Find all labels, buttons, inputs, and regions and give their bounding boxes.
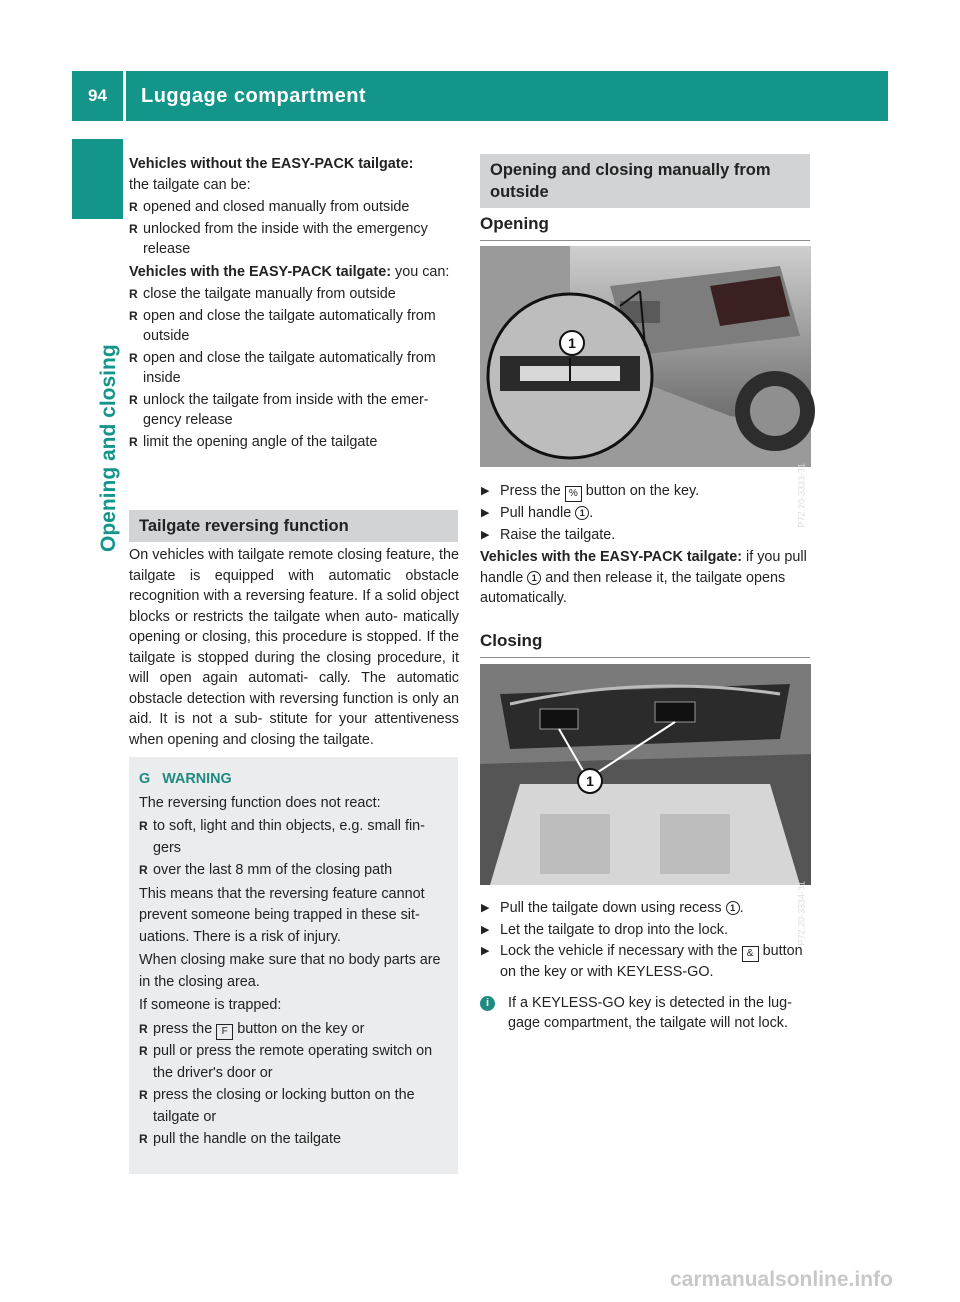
with-heading: Vehicles with the EASY-PACK tailgate: (129, 263, 392, 280)
easy-text: and then release it, the tailgate opens automatically. (480, 569, 786, 606)
list-item: R open and close the tailgate automatically from inside (129, 348, 459, 389)
list-item: R unlocked from the inside with the emergency release (129, 219, 459, 260)
warning-title: WARNING (162, 771, 232, 787)
callout-1-icon: 1 (575, 506, 589, 520)
step-text: Pull the tailgate down using recess (500, 900, 722, 916)
list-item: R over the last 8 mm of the closing path (139, 860, 448, 882)
with-list (129, 284, 459, 452)
step-text: Lock the vehicle if necessary with the (500, 943, 738, 959)
step (480, 481, 812, 502)
opening-heading: Opening (480, 214, 810, 241)
step-text: Press the (500, 483, 561, 499)
without-list (129, 197, 459, 260)
photo1-code: P72.20-3333-31 (797, 463, 807, 528)
left-column (129, 154, 459, 454)
lock-key-icon: & (742, 946, 759, 962)
list-item: R limit the opening angle of the tailgate (129, 432, 459, 453)
unlock-key-icon: % (565, 486, 582, 502)
warning-p2: When closing make sure that no body parts are in the closing area. (139, 952, 441, 990)
step-text: button on the key or with KEYLESS-GO. (500, 943, 803, 980)
page-title: Luggage compartment (141, 84, 367, 107)
header-divider (123, 71, 126, 121)
right-section-title: Opening and closing manually from outside (480, 154, 810, 208)
side-tab-label: Opening and closing (97, 344, 120, 552)
callout-1-label: 1 (586, 773, 594, 789)
info-note (480, 993, 812, 1034)
list-item: R opened and closed manually from outside (129, 197, 459, 218)
list-item: R close the tailgate manually from outside (129, 284, 459, 305)
warning-box (129, 757, 458, 1174)
without-intro: the tailgate can be: (129, 176, 251, 193)
trapped-list (139, 1019, 448, 1151)
easy-text: if you pull handle (480, 549, 807, 586)
list-item: R pull the handle on the tailgate (139, 1129, 448, 1151)
side-tab-block (72, 139, 123, 219)
watermark: carmanualsonline.info (670, 1268, 893, 1291)
reversing-body: On vehicles with tailgate remote closing feature, the tailgate is equipped with automatic obstacle recognition with a reversing feature. If a solid object blocks or restricts the tailgate when auto- matically opening or closing, this procedure is stopped. If the tailgate is stopped during the closing procedure, it will open again automati- cally. The automatic obstacle detection with reversing function is only an aid. It is not a sub- stitute for your attentiveness when opening and closing the tailgate. (129, 547, 459, 748)
reversing-section-title: Tailgate reversing function (129, 510, 458, 542)
step (480, 941, 812, 983)
list-item: R to soft, light and thin objects, e.g. small fin- gers (139, 816, 448, 859)
list-item: R pull or press the remote operating switch on the driver's door or (139, 1041, 448, 1084)
warning-intro: The reversing function does not react: (139, 794, 381, 811)
step: ▶ Let the tailgate to drop into the lock. (480, 920, 812, 941)
warning-p1: This means that the reversing feature cannot prevent someone being trapped in these sit- uations. There is a risk of injury. (139, 885, 425, 945)
closing-heading: Closing (480, 631, 810, 658)
page-number: 94 (88, 86, 107, 105)
step (480, 898, 812, 919)
press-post: button on the key or (237, 1020, 365, 1037)
list-item: R unlock the tailgate from inside with the emer- gency release (129, 390, 459, 431)
step (480, 503, 812, 524)
warning-icon: G (139, 771, 151, 787)
list-item: R open and close the tailgate automatically from outside (129, 306, 459, 347)
opening-illustration (480, 246, 811, 467)
press-pre: press the (153, 1020, 213, 1037)
step-text: . (739, 900, 744, 916)
closing-illustration (480, 664, 811, 885)
warning-list (139, 816, 448, 882)
list-item (139, 1019, 448, 1041)
without-heading: Vehicles without the EASY-PACK tailgate: (129, 156, 414, 172)
info-icon: i (480, 996, 495, 1011)
opening-steps (480, 480, 812, 609)
photo2-code: P72.20-3334-31 (797, 881, 807, 946)
callout-1-label: 1 (568, 335, 576, 351)
easy-heading: Vehicles with the EASY-PACK tailgate: (480, 549, 743, 565)
callout-1-icon: 1 (726, 901, 740, 915)
step-text: . (589, 505, 594, 521)
trunk-key-icon: F (216, 1024, 233, 1040)
side-tab (72, 222, 123, 552)
closing-steps (480, 897, 812, 1034)
list-item: R press the closing or locking button on the tailgate or (139, 1085, 448, 1128)
step: ▶ Raise the tailgate. (480, 525, 812, 546)
info-text: If a KEYLESS-GO key is detected in the lug- gage compartment, the tailgate will not lock. (508, 994, 792, 1031)
step-text: button on the key. (585, 483, 700, 499)
step-text: Pull handle (500, 505, 572, 521)
warning-p3: If someone is trapped: (139, 997, 282, 1013)
callout-1-icon: 1 (527, 571, 541, 585)
with-intro: you can: (391, 263, 450, 280)
